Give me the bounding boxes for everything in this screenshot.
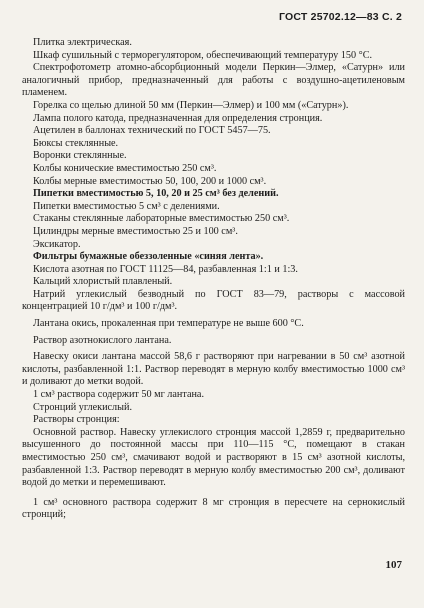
page-number: 107	[385, 559, 402, 571]
document-body	[22, 37, 405, 522]
paragraph: Навеску окиси лантана массой 58,6 г растворяют при нагревании в 50 см³ азотной кислоты, разбавленной 1:1. Раствор переводят в мерную колбу вместимостью 1000 см³ и доливают до метки водой.	[22, 351, 405, 388]
paragraph: Лампа полого катода, предназначенная для определения стронция.	[33, 112, 323, 124]
paragraph: 1 см³ основного раствора содержит 8 мг стронция в пересчете на сернокислый стронций;	[22, 496, 405, 521]
paragraph: Раствор азотнокислого лантана.	[33, 334, 172, 346]
paragraph: Шкаф сушильный с терморегулятором, обеспечивающий температуру 150 °С.	[33, 49, 373, 61]
paragraph: Лантана окись, прокаленная при температуре не выше 600 °С.	[33, 318, 304, 330]
paragraph: Фильтры бумажные обеззоленные «синяя лента».	[33, 251, 264, 263]
paragraph: Горелка со щелью длиной 50 мм (Перкин—Элмер) и 100 мм («Сатурн»).	[33, 99, 349, 111]
paragraph: Стронций углекислый.	[33, 401, 132, 413]
paragraph: Колбы конические вместимостью 250 см³.	[33, 162, 217, 174]
paragraph: Воронки стеклянные.	[33, 150, 127, 162]
paragraph: Спектрофотометр атомно-абсорбционный модели Перкин—Элмер, «Сатурн» или аналогичный прибор, предназначенный для работы с воздушно-ацетиленовым пламенем.	[22, 62, 405, 99]
paragraph: Колбы мерные вместимостью 50, 100, 200 и 1000 см³.	[33, 175, 267, 187]
paragraph: Растворы стронция:	[33, 414, 120, 426]
paragraph: Кислота азотная по ГОСТ 11125—84, разбавленная 1:1 и 1:3.	[33, 263, 298, 275]
paragraph: Основной раствор. Навеску углекислого стронция массой 1,2859 г, предварительно высушенного до постоянной массы при 110—115 °С, помещают в стакан вместимостью 250 см³, смачивают водой и растворяют в 15 см³ азотной кислоты, разбавленной 1:3. Раствор переводят в мерную колбу вместимостью 200 см³, доливают водой до метки и перемешивают.	[22, 426, 405, 489]
paragraph: Пипетки вместимостью 5, 10, 20 и 25 см³ без делений.	[33, 188, 279, 200]
paragraph: Бюксы стеклянные.	[33, 137, 119, 149]
paragraph: 1 см³ раствора содержит 50 мг лантана.	[33, 389, 204, 401]
running-header: ГОСТ 25702.12—83 С. 2	[279, 11, 402, 23]
paragraph: Эксикатор.	[33, 238, 81, 250]
paragraph: Стаканы стеклянные лабораторные вместимостью 250 см³.	[33, 213, 290, 225]
paragraph: Плитка электрическая.	[33, 37, 132, 48]
paragraph: Натрий углекислый безводный по ГОСТ 83—79, растворы с массовой концентрацией 10 г/дм³ и 100 г/дм³.	[22, 288, 405, 313]
paragraph: Ацетилен в баллонах технический по ГОСТ 5457—75.	[33, 125, 271, 137]
paragraph: Цилиндры мерные вместимостью 25 и 100 см³.	[33, 225, 238, 237]
paragraph: Кальций хлористый плавленый.	[33, 276, 173, 288]
paragraph: Пипетки вместимостью 5 см³ с делениями.	[33, 200, 220, 212]
